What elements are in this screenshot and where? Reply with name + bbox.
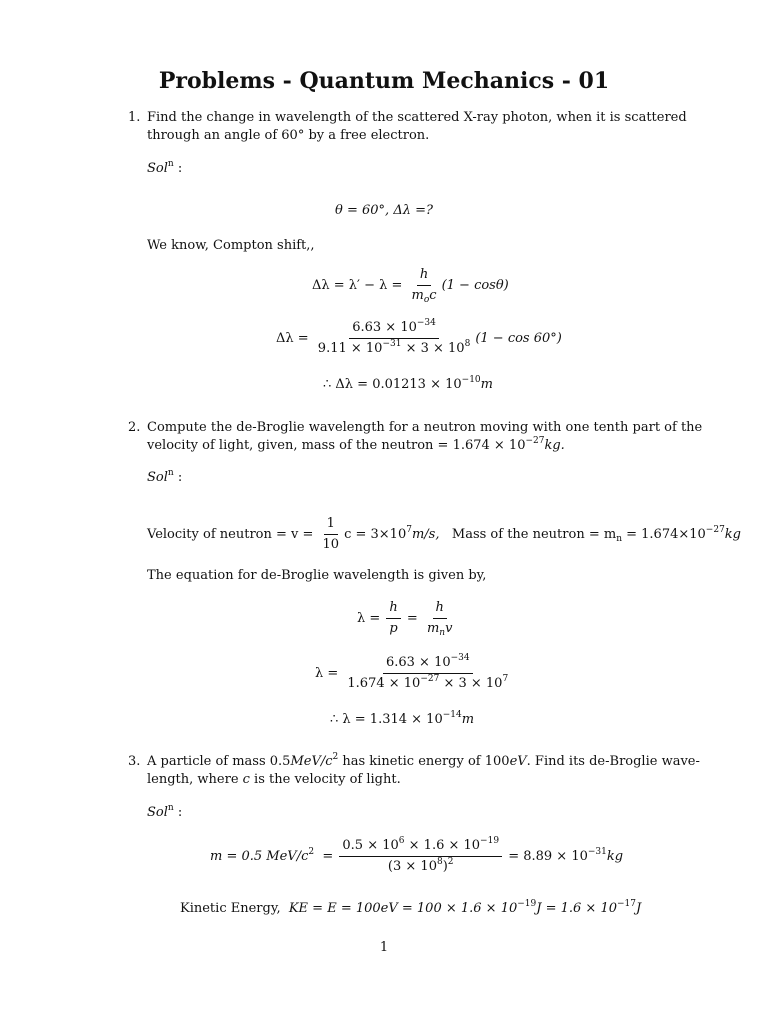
page-title: Problems - Quantum Mechanics - 01 xyxy=(158,68,610,94)
q3-statement-line1: A particle of mass $0.5MeV/c^2$ has kinetic energy of 100eV. Find its de-Broglie wave- xyxy=(147,752,700,769)
page-number: 1 xyxy=(379,940,389,955)
q1-substitution: Δλ = $\frac{6.63 \times 10^{-34}}{9.11 \times 10^{-31} \times 3 \times 10^8}$ (1 − cos 60°) xyxy=(276,318,562,356)
q3-kinetic-energy: Kinetic Energy, KE = $E = 100eV = 100 \times 1.6 \times 10^{-19}J = 1.6 \times 10^{-17}J$ xyxy=(180,899,642,916)
q3-solution-label: Sol$^n$ : xyxy=(147,803,183,820)
q2-statement-line1: Compute the de-Broglie wavelength for a neutron moving with one tenth part of the xyxy=(147,420,703,435)
q2-debroglie-formula: λ = $\frac{h}{p}$ = $\frac{h}{m_nv}$ xyxy=(357,600,453,638)
q2-solution-label: Sol$^n$ : xyxy=(147,468,183,485)
q1-solution-label: Sol$^n$ : xyxy=(147,159,183,176)
q2-statement-line2: velocity of light, given, mass of the neutron = $1.674 \times 10^{-27}kg$. xyxy=(147,436,565,453)
q2-given-values: Velocity of neutron = v = $\frac{1}{10}$ $c = 3\times 10^7m/s$, Mass of the neutron = $m_n = 1.674\times 10^{-27}kg$ xyxy=(147,516,741,552)
q3-statement-line2: length, where c is the velocity of light. xyxy=(147,772,401,787)
q1-result: ∴ $\Delta\lambda = 0.01213 \times 10^{-10}m$ xyxy=(323,375,493,392)
q3-mass-conversion: m = 0.5 MeV/$c^2$ = $\frac{0.5 \times 10^6 \times 1.6 \times 10^{-19}}{(3 \times 10^8)^2}$ = $8.89 \times 10^{-31}kg$ xyxy=(210,836,624,874)
q1-compton-text: We know, Compton shift,, xyxy=(147,238,315,253)
q3-number: 3. xyxy=(128,754,141,769)
q2-substitution: λ = $\frac{6.63 \times 10^{-34}}{1.674 \times 10^{-27} \times 3 \times 10^7}$ xyxy=(315,653,509,691)
q1-number: 1. xyxy=(128,110,141,125)
q1-given: θ = 60°, Δλ =? xyxy=(335,203,433,218)
q2-equation-text: The equation for de-Broglie wavelength is given by, xyxy=(147,568,487,583)
q2-number: 2. xyxy=(128,420,141,435)
q1-compton-formula: Δλ = λ′ − λ = $\frac{h}{m_oc}$ (1 − cosθ) xyxy=(312,267,509,305)
q2-result: ∴ $\lambda = 1.314 \times 10^{-14}m$ xyxy=(330,710,475,727)
q1-statement-line1: Find the change in wavelength of the scattered X-ray photon, when it is scattered xyxy=(147,110,687,125)
q1-statement-line2: through an angle of 60° by a free electron. xyxy=(147,128,430,143)
